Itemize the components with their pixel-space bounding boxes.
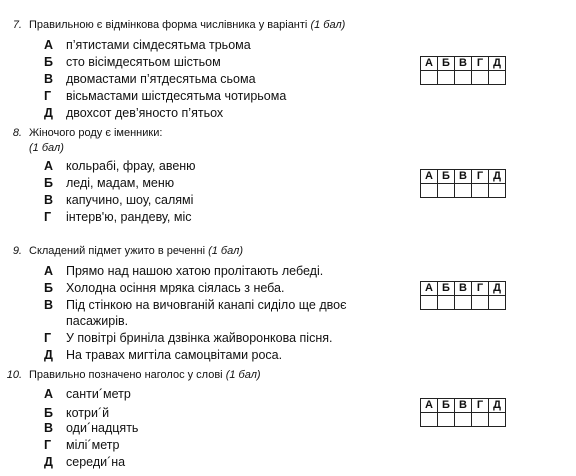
question-9-header: [0, 244, 243, 258]
grid-letter: Б: [438, 399, 455, 413]
option-text: кольрабі, фрау, авеню: [66, 159, 196, 173]
question-points: (1 бал): [310, 19, 346, 31]
option-text: п’ятистами сімдесятьма трьома: [66, 38, 251, 52]
option-b[interactable]: [44, 54, 221, 70]
grid-letter: Г: [472, 170, 489, 184]
option-letter: Д: [44, 348, 53, 362]
question-points: (1 бал): [225, 369, 261, 381]
answer-grid-q10: [420, 398, 506, 427]
option-text: оди´надцять: [66, 421, 139, 435]
answer-cell[interactable]: [455, 184, 472, 198]
option-text: санти´метр: [66, 387, 131, 401]
grid-letter: Г: [472, 57, 489, 71]
option-d[interactable]: [44, 454, 125, 470]
option-text: мілі´метр: [66, 438, 120, 452]
grid-letter: В: [455, 282, 472, 296]
answer-cell[interactable]: [472, 184, 489, 198]
option-letter: А: [44, 38, 54, 52]
question-text: Правильно позначено наголос у слові: [29, 369, 223, 381]
question-8-header: [0, 126, 162, 140]
option-h[interactable]: [44, 330, 332, 346]
answer-cell[interactable]: [472, 296, 489, 310]
option-text: двохсот дев’яносто п’ятьох: [66, 106, 224, 120]
question-10-header: [0, 368, 261, 382]
option-letter: Г: [44, 210, 52, 224]
option-v[interactable]: [44, 420, 138, 436]
question-number: 8.: [12, 127, 22, 139]
grid-letter: Д: [489, 399, 506, 413]
option-d[interactable]: [44, 105, 223, 121]
option-a[interactable]: [44, 263, 323, 279]
option-v[interactable]: [44, 297, 366, 329]
option-a[interactable]: [44, 386, 131, 402]
answer-cell[interactable]: [489, 71, 506, 85]
question-text: Складений підмет ужито в реченні: [29, 245, 206, 257]
answer-cell[interactable]: [455, 413, 472, 427]
option-letter: Г: [44, 331, 52, 345]
grid-letter: Д: [489, 57, 506, 71]
answer-cell[interactable]: [489, 413, 506, 427]
grid-letter: Д: [489, 170, 506, 184]
option-letter: А: [44, 387, 54, 401]
option-text: інтерв'ю, рандеву, міс: [66, 210, 192, 224]
option-letter: Г: [44, 438, 52, 452]
option-text: капучино, шоу, салямі: [66, 193, 194, 207]
option-text: леді, мадам, меню: [66, 176, 175, 190]
answer-grid-q7: [420, 56, 506, 85]
answer-cell[interactable]: [421, 296, 438, 310]
grid-letter: Г: [472, 399, 489, 413]
option-text: вісьмастами шістдесятьма чотирьома: [66, 89, 287, 103]
grid-letter: Б: [438, 170, 455, 184]
answer-cell[interactable]: [438, 413, 455, 427]
grid-letter: Д: [489, 282, 506, 296]
option-letter: А: [44, 159, 54, 173]
answer-cell[interactable]: [421, 71, 438, 85]
answer-cell[interactable]: [438, 296, 455, 310]
option-d[interactable]: [44, 347, 282, 363]
grid-letter: А: [421, 399, 438, 413]
option-b[interactable]: [44, 405, 109, 421]
option-letter: Б: [44, 176, 53, 190]
answer-cell[interactable]: [455, 71, 472, 85]
option-a[interactable]: [44, 37, 251, 53]
question-text: Жіночого роду є іменники:: [29, 127, 163, 139]
option-a[interactable]: [44, 158, 196, 174]
answer-grid-q8: [420, 169, 506, 198]
option-letter: Б: [44, 281, 53, 295]
grid-letter: Б: [438, 57, 455, 71]
grid-letter: В: [455, 399, 472, 413]
option-text: Прямо над нашою хатою пролітають лебеді.: [66, 264, 324, 278]
grid-letter: В: [455, 57, 472, 71]
answer-cell[interactable]: [489, 296, 506, 310]
option-letter: Б: [44, 55, 53, 69]
option-text: На травах мигтіла самоцвітами роса.: [66, 348, 283, 362]
question-7-header: [0, 18, 345, 32]
option-text: двомастами п’ятдесятьма сьома: [66, 72, 256, 86]
grid-letter: А: [421, 282, 438, 296]
grid-letter: Г: [472, 282, 489, 296]
option-h[interactable]: [44, 209, 192, 225]
option-letter: Д: [44, 106, 53, 120]
option-letter: В: [44, 72, 54, 86]
question-points: (1 бал): [208, 245, 243, 257]
option-letter: Д: [44, 455, 53, 469]
option-h[interactable]: [44, 437, 119, 453]
option-letter: В: [44, 193, 54, 207]
option-v[interactable]: [44, 192, 193, 208]
option-b[interactable]: [44, 175, 174, 191]
option-text: сто вісімдесятьом шістьом: [66, 55, 221, 69]
answer-cell[interactable]: [421, 184, 438, 198]
option-text: середи´на: [66, 455, 126, 469]
answer-grid-q9: [420, 281, 506, 310]
answer-cell[interactable]: [489, 184, 506, 198]
question-points: (1 бал): [29, 142, 64, 154]
option-text: Під стінкою на вичовганій канапі сиділо ще двоє пасажирів.: [66, 298, 347, 328]
grid-letter: А: [421, 170, 438, 184]
option-letter: Г: [44, 89, 52, 103]
option-text: котри´й: [66, 406, 110, 420]
answer-cell[interactable]: [438, 71, 455, 85]
question-8-points: [29, 141, 64, 155]
question-number: 7.: [12, 19, 22, 31]
option-text: У повітрі бриніла дзвінка жайворонкова пісня.: [66, 331, 333, 345]
option-text: Холодна осіння мряка сіялась з неба.: [66, 281, 285, 295]
option-letter: В: [44, 298, 54, 312]
answer-cell[interactable]: [421, 413, 438, 427]
answer-cell[interactable]: [472, 413, 489, 427]
grid-letter: Б: [438, 282, 455, 296]
option-h[interactable]: [44, 88, 286, 104]
question-number: 10.: [6, 369, 22, 381]
question-number: 9.: [12, 245, 22, 257]
answer-cell[interactable]: [472, 71, 489, 85]
grid-letter: В: [455, 170, 472, 184]
option-letter: А: [44, 264, 54, 278]
question-text: Правильною є відмінкова форма числівника у варіанті: [29, 19, 308, 31]
answer-cell[interactable]: [438, 184, 455, 198]
option-letter: В: [44, 421, 54, 435]
grid-letter: А: [421, 57, 438, 71]
option-v[interactable]: [44, 71, 256, 87]
option-b[interactable]: [44, 280, 284, 296]
answer-cell[interactable]: [455, 296, 472, 310]
option-letter: Б: [44, 406, 53, 420]
